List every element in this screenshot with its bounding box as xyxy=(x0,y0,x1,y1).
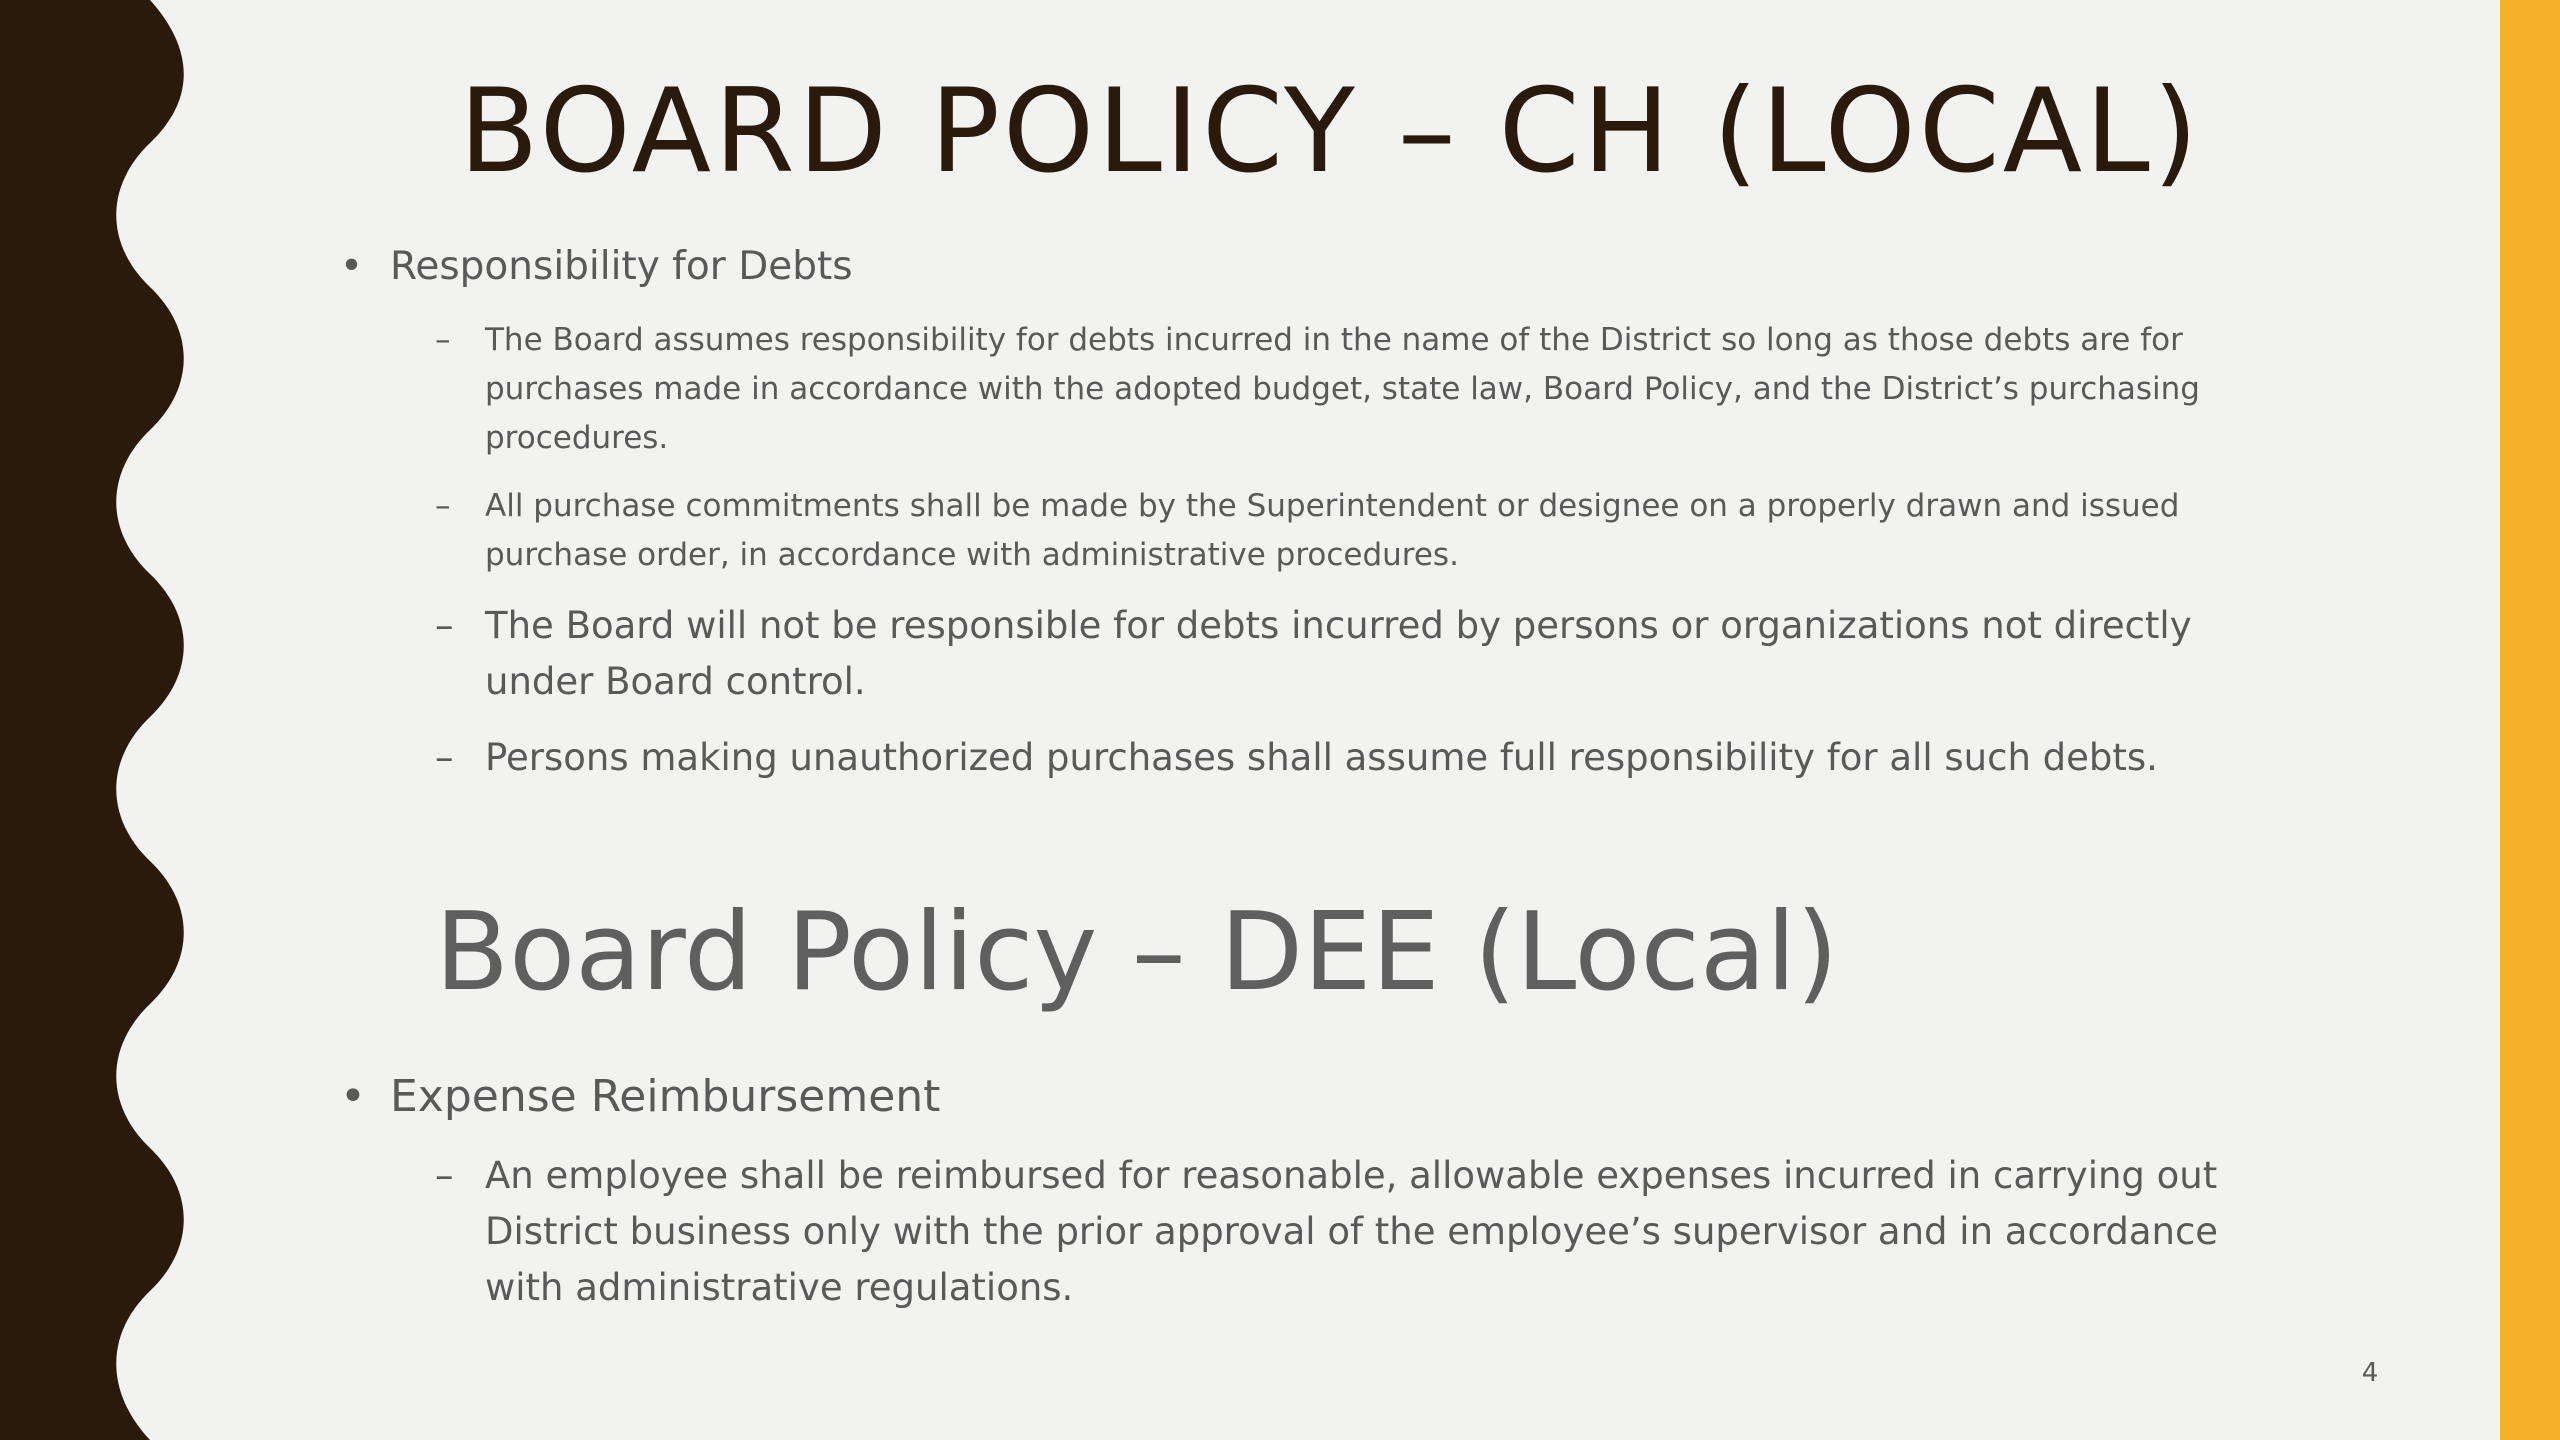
dash-glyph: – xyxy=(435,604,454,647)
dash-glyph: – xyxy=(435,322,451,358)
bullet-dot: • xyxy=(340,244,364,289)
bullet-heading: Expense Reimbursement xyxy=(390,1071,941,1122)
dash-glyph: – xyxy=(435,736,454,779)
bullet-heading: Responsibility for Debts xyxy=(390,244,853,289)
dash-glyph: – xyxy=(435,1154,454,1197)
bullet-dot: • xyxy=(340,1071,366,1122)
sub-bullet-text: Persons making unauthorized purchases shall assume full responsibility for all such debts. xyxy=(485,736,2158,779)
section-subtitle: Board Policy – DEE (Local) xyxy=(435,890,1839,1015)
slide-title: BOARD POLICY – CH (LOCAL) xyxy=(459,64,2201,199)
right-accent-bar xyxy=(2500,0,2560,1440)
sub-bullet-text: All purchase commitments shall be made by the Superintendent or designee on a properly drawn and issued purchase order, in accordance with administrative procedures. xyxy=(485,488,2180,573)
sub-bullet-text: The Board assumes responsibility for debts incurred in the name of the District so long as those debts are for purchases made in accordance with the adopted budget, state law, Board Policy, and the District’s purchasing procedures. xyxy=(485,322,2200,456)
dash-glyph: – xyxy=(435,488,451,524)
left-wave-band xyxy=(0,0,200,1440)
sub-bullet-text: The Board will not be responsible for debts incurred by persons or organizations not directly under Board control. xyxy=(485,604,2192,703)
wave-shape xyxy=(0,0,184,1440)
page-number: 4 xyxy=(2361,1358,2379,1388)
sub-bullet-text: An employee shall be reimbursed for reasonable, allowable expenses incurred in carrying out District business only with the prior approval of the employee’s supervisor and in accordance with administrative regulations. xyxy=(485,1154,2219,1309)
